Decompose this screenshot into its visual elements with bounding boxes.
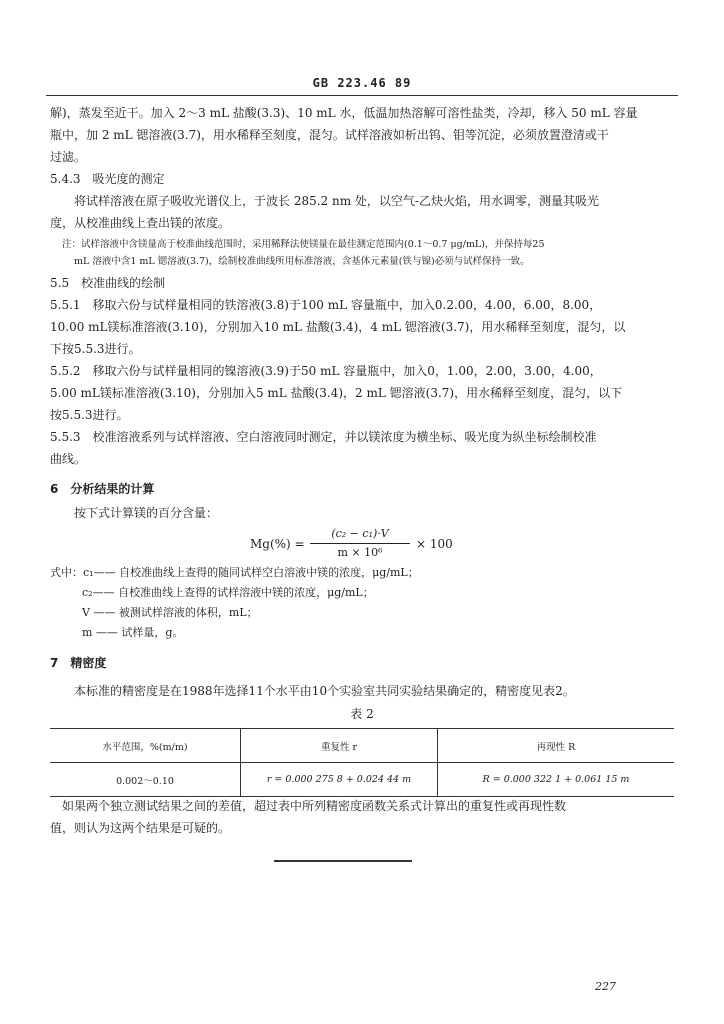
paragraph-line: 5.5.3 校准溶液系列与试样溶液、空白溶液同时测定，并以镁浓度为横坐标、吸光度为纵坐标绘制校准 xyxy=(50,430,597,444)
section-heading-7: 7 精密度 xyxy=(50,656,107,670)
formula-lhs: Mg(%) = xyxy=(250,537,305,551)
closing-line: 值，则认为这两个结果是可疑的。 xyxy=(50,821,231,835)
standard-code-header: GB 223.46 89 xyxy=(312,76,412,90)
definition-m: m —— 试样量，g。 xyxy=(82,626,184,639)
definition-c1: 式中：c₁—— 自校准曲线上查得的随同试样空白溶液中镁的浓度，μg/mL； xyxy=(50,566,419,579)
precision-table xyxy=(50,728,674,797)
paragraph-line: 5.5.2 移取六份与试样量相同的镍溶液(3.9)于50 mL 容量瓶中，加入0，1.00，2.00，3.00，4.00， xyxy=(50,364,602,378)
formula-fraction xyxy=(310,527,410,560)
column-header: 重复性 r xyxy=(241,729,438,763)
header-divider xyxy=(46,95,678,96)
paragraph-line: 度，从校准曲线上查出镁的浓度。 xyxy=(50,216,231,230)
paragraph-line: 将试样溶液在原子吸收光谱仪上，于波长 285.2 nm 处，以空气-乙炔火焰，用水调零，测量其吸光 xyxy=(74,194,599,208)
section-intro: 本标准的精密度是在1988年选择11个水平由10个实验室共同实验结果确定的，精密度见表2。 xyxy=(74,684,575,698)
closing-line: 如果两个独立测试结果之间的差值，超过表中所列精密度函数关系式计算出的重复性或再现性数 xyxy=(62,799,567,813)
note-line: 注：试样溶液中含镁量高于校准曲线范围时，采用稀释法使镁量在最佳测定范围内(0.1～0.7 μg/mL)，并保持每25 xyxy=(62,239,545,250)
table-cell: R = 0.000 322 1 + 0.061 15 m xyxy=(438,763,675,797)
table-row xyxy=(50,763,674,797)
page-number: 227 xyxy=(595,980,616,993)
formula-denominator: m × 10⁶ xyxy=(337,546,383,559)
paragraph-line: 曲线。 xyxy=(50,452,87,466)
definition-v: V —— 被测试样溶液的体积，mL； xyxy=(82,606,258,619)
definition-c2: c₂—— 自校准曲线上查得的试样溶液中镁的浓度，μg/mL； xyxy=(82,586,374,599)
note-line: mL 溶液中含1 mL 锶溶液(3.7)，绘制校准曲线所用标准溶液，含基体元素量(铁与镍)必须与试样保持一致。 xyxy=(74,256,530,267)
formula-tail: × 100 xyxy=(416,537,453,551)
subsection-heading-5-5: 5.5 校准曲线的绘制 xyxy=(50,276,166,290)
fraction-bar xyxy=(310,543,410,544)
column-header: 水平范围，%(m/m) xyxy=(50,729,241,763)
table-header-row xyxy=(50,729,674,763)
paragraph-line: 按5.5.3进行。 xyxy=(50,408,129,422)
paragraph-line: 下按5.5.3进行。 xyxy=(50,342,141,356)
end-of-standard-rule xyxy=(274,860,412,862)
table-caption: 表 2 xyxy=(350,707,374,721)
subsection-heading-5-4-3: 5.4.3 吸光度的测定 xyxy=(50,172,165,186)
section-heading-6: 6 分析结果的计算 xyxy=(50,482,155,496)
paragraph-line: 5.5.1 移取六份与试样量相同的铁溶液(3.8)于100 mL 容量瓶中，加入0.2.00，4.00，6.00，8.00， xyxy=(50,298,602,312)
table-cell: r = 0.000 275 8 + 0.024 44 m xyxy=(241,763,438,797)
column-header: 再现性 R xyxy=(438,729,675,763)
table-cell: 0.002～0.10 xyxy=(50,763,241,797)
paragraph-line: 过滤。 xyxy=(50,150,87,164)
section-intro: 按下式计算镁的百分含量： xyxy=(74,506,219,520)
paragraph-line: 10.00 mL镁标准溶液(3.10)，分别加入10 mL 盐酸(3.4)，4 mL 锶溶液(3.7)，用水稀释至刻度，混匀，以 xyxy=(50,320,626,334)
magnesium-formula xyxy=(250,527,453,567)
paragraph-line: 解)，蒸发至近干。加入 2～3 mL 盐酸(3.3)、10 mL 水，低温加热溶解可溶性盐类，冷却，移入 50 mL 容量 xyxy=(50,106,638,120)
paragraph-line: 瓶中，加 2 mL 锶溶液(3.7)，用水稀释至刻度，混匀。试样溶液如析出钨、钼等沉淀，必须放置澄清或干 xyxy=(50,128,609,142)
paragraph-line: 5.00 mL镁标准溶液(3.10)，分别加入5 mL 盐酸(3.4)，2 mL 锶溶液(3.7)，用水稀释至刻度，混匀，以下 xyxy=(50,386,623,400)
formula-numerator: (c₂ − c₁)·V xyxy=(331,527,389,540)
